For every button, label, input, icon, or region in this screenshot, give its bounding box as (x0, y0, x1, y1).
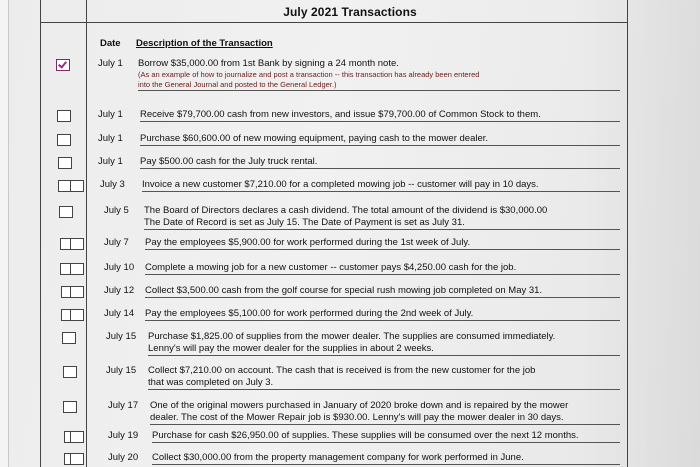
transaction-description (144, 205, 620, 230)
checkbox[interactable] (57, 134, 71, 146)
transaction-description (145, 262, 620, 275)
transaction-date: July 7 (104, 237, 129, 248)
transaction-date: July 1 (98, 58, 123, 69)
checkbox[interactable] (63, 366, 77, 378)
transaction-date: July 17 (108, 400, 139, 411)
description-line: The Board of Directors declares a cash dividend. The total amount of the dividend is $30,000.00 (144, 205, 548, 216)
description-line: The Date of Record is set as July 15. The Date of Payment is set as July 31. (144, 217, 620, 230)
transaction-date: July 20 (108, 452, 139, 463)
description-line: Pay $500.00 cash for the July truck rental. (140, 156, 620, 169)
checkbox[interactable] (57, 110, 71, 122)
transaction-date: July 15 (106, 365, 137, 376)
transaction-date: July 1 (98, 156, 123, 167)
description-line: Collect $3,500.00 cash from the golf course for special rush mowing job completed on May 31. (145, 285, 620, 298)
description-line: Purchase $60,600.00 of new mowing equipment, paying cash to the mower dealer. (140, 133, 620, 146)
grid-line-left (40, 0, 41, 467)
description-header: Description of the Transaction (136, 38, 273, 49)
description-line: that was completed on July 3. (148, 377, 620, 390)
transaction-description (140, 156, 620, 169)
transaction-date: July 19 (108, 430, 139, 441)
description-line: Purchase for cash $26,950.00 of supplies. These supplies will be consumed over the next 12 months. (152, 430, 620, 443)
checkbox[interactable] (58, 157, 72, 169)
description-line: Complete a mowing job for a new customer -- customer pays $4,250.00 cash for the job. (145, 262, 620, 275)
transaction-date: July 15 (106, 331, 137, 342)
description-line: Pay the employees $5,100.00 for work performed during the 2nd week of July. (145, 308, 620, 321)
checkbox-secondary[interactable] (70, 431, 84, 443)
transaction-description (140, 133, 620, 146)
description-line: Invoice a new customer $7,210.00 for a completed mowing job -- customer will pay in 10 days. (142, 179, 620, 192)
checkbox-secondary[interactable] (70, 309, 84, 321)
transaction-description (148, 331, 620, 356)
description-line: Collect $7,210.00 on account. The cash that is received is from the new customer for the job (148, 365, 536, 376)
page-shadow (580, 0, 700, 467)
transaction-description (145, 308, 620, 321)
transaction-date: July 10 (104, 262, 135, 273)
transaction-description (148, 365, 620, 390)
description-line: Collect $30,000.00 from the property management company for work performed in June. (152, 452, 620, 465)
checkbox-secondary[interactable] (70, 238, 84, 250)
example-note: into the General Journal and posted to the General Ledger.) (138, 80, 620, 91)
checkbox[interactable] (63, 401, 77, 413)
description-line: One of the original mowers purchased in January of 2020 broke down and is repaired by the mower (150, 400, 569, 411)
checkbox[interactable] (59, 206, 73, 218)
checkbox[interactable] (62, 332, 76, 344)
checked-checkbox[interactable] (56, 59, 70, 71)
transaction-date: July 14 (104, 308, 135, 319)
transaction-date: July 5 (104, 205, 129, 216)
checkbox-secondary[interactable] (70, 263, 84, 275)
transaction-description (152, 452, 620, 465)
transaction-description (150, 400, 620, 425)
transaction-date: July 1 (98, 109, 123, 120)
description-line: Receive $79,700.00 cash from new investors, and issue $79,700.00 of Common Stock to them. (140, 109, 620, 122)
description-line: Borrow $35,000.00 from 1st Bank by signing a 24 month note. (138, 58, 399, 69)
transaction-date: July 12 (104, 285, 135, 296)
checkbox-secondary[interactable] (70, 286, 84, 298)
page-edge (0, 0, 9, 467)
description-line: Lenny's will pay the mower dealer for the supplies in about 2 weeks. (148, 343, 620, 356)
transaction-description (152, 430, 620, 443)
transaction-description (145, 237, 620, 250)
page-title: July 2021 Transactions (283, 5, 417, 19)
description-line: dealer. The cost of the Mower Repair job is $930.00. Lenny's will pay the mower dealer in 30 days. (150, 412, 620, 425)
example-note: (As an example of how to journalize and post a transaction -- this transaction has already been entered (138, 70, 480, 79)
date-header: Date (100, 38, 121, 49)
transaction-description (138, 58, 620, 91)
transaction-date: July 1 (98, 133, 123, 144)
transaction-description (142, 179, 620, 192)
transaction-description (145, 285, 620, 298)
description-line: Pay the employees $5,900.00 for work performed during the 1st week of July. (145, 237, 620, 250)
transaction-description (140, 109, 620, 122)
title-divider (40, 22, 628, 23)
description-line: Purchase $1,825.00 of supplies from the mower dealer. The supplies are consumed immediately. (148, 331, 556, 342)
checkbox-secondary[interactable] (70, 180, 84, 192)
transaction-date: July 3 (100, 179, 125, 190)
checkbox-secondary[interactable] (70, 453, 84, 465)
grid-line-inner (86, 0, 87, 467)
